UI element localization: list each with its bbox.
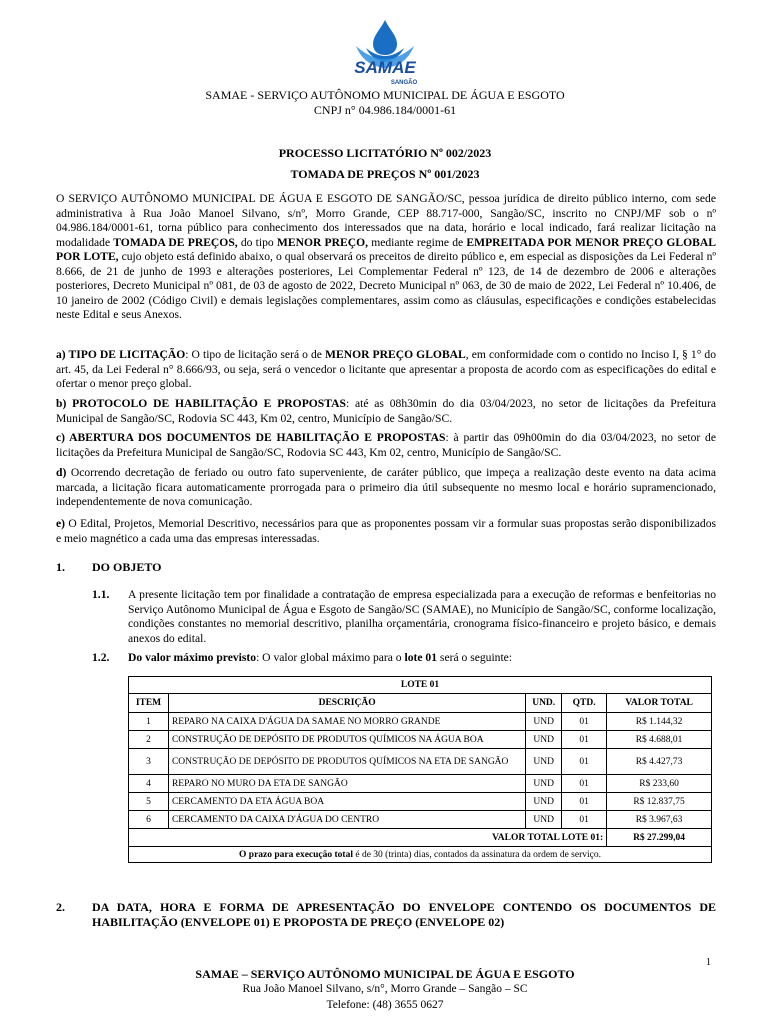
subsection-1-2-text: Do valor máximo previsto: O valor global máximo para o lote 01 será o seguinte: [128, 651, 513, 664]
intro-paragraph: O SERVIÇO AUTÔNOMO MUNICIPAL DE ÁGUA E ESGOTO DE SANGÃO/SC, pessoa jurídica de direito público interno, com sede administrativa à Rua João Manoel Silvano, s/nº, Morro Grande, CEP 88.717-000, Sangão/SC, inscrito no CNPJ/MF sob o nº 04.986.184/0001-61, torna público para conhecimento dos interessados que na data, horário e local indicado, fará realizar licitação na modalidade TOMADA DE PREÇOS, do tipo MENOR PREÇO, mediante regime de EMPREITADA POR MENOR PREÇO GLOBAL POR LOTE, cujo objeto está definido abaixo, o qual observará os preceitos de direito público e, em especial as disposições da Lei Federal nº 8.666, de 21 de junho de 1993 e alterações posteriores, Lei Complementar Federal nº 123, de 14 de dezembro de 2006 e alterações posteriores, Decreto Municipal nº 081, de 03 de agosto de 2022, Decreto Municipal nº 063, de 30 de maio de 2022, Lei Federal nº 10.406, de 10 janeiro de 2002 (Código Civil) e demais legislações complementares, assim como as cláusulas, especificações e condições estabelecidas neste Edital e seus Anexos. [56, 192, 717, 321]
header-und: UND. [526, 694, 562, 713]
header-org-name: SAMAE - SERVIÇO AUTÔNOMO MUNICIPAL DE ÁGUA E ESGOTO [205, 88, 565, 102]
table-row: 4 REPARO NO MURO DA ETA DE SANGÃO UND 01 R$ 233,60 [129, 775, 712, 793]
header-item: ITEM [129, 694, 169, 713]
table-row: 2 CONSTRUÇÃO DE DEPÓSITO DE PRODUTOS QUÍMICOS NA ÁGUA BOA UND 01 R$ 4.688,01 [129, 731, 712, 749]
section-1-title: DO OBJETO [92, 560, 162, 574]
table-title: LOTE 01 [129, 677, 712, 694]
tomada-number: TOMADA DE PREÇOS Nº 001/2023 [290, 167, 480, 181]
samae-logo [326, 18, 444, 86]
total-value: R$ 27.299,04 [607, 829, 712, 847]
item-e: e) O Edital, Projetos, Memorial Descritivo, necessários para que as proponentes possam vir a formular suas propostas serão disponibilizados e meio magnético a cada uma das empresas interessadas. [56, 517, 716, 545]
item-d: d) Ocorrendo decretação de feriado ou outro fato superveniente, de caráter público, que impeça a realização deste evento na data acima marcada, a licitação ficara automaticamente prorrogada para o primeiro dia útil subsequente no mesmo local e horário supramencionado, independentemente de nova comunicação. [56, 466, 716, 508]
item-c: c) ABERTURA DOS DOCUMENTOS DE HABILITAÇÃO E PROPOSTAS: à partir das 09h00min do dia 03/04/2023, no setor de licitações da Prefeitura Municipal de Sangão/SC, Rodovia SC 443, Km 02, centro, Município de Sangão/SC. [56, 431, 717, 459]
item-a: a) TIPO DE LICITAÇÃO: O tipo de licitação será o de MENOR PREÇO GLOBAL, em conformidade com o contido no Inciso I, § 1° do art. 45, da Lei Federal n° 8.666/93, ou seja, será o vencedor o licitante que apresentar a proposta de acordo com as especificações do edital e ofertar o menor preço global. [56, 348, 717, 390]
page-number: 1 [706, 957, 711, 968]
item-b: b) PROTOCOLO DE HABILITAÇÃO E PROPOSTAS: até as 08h30min do dia 03/04/2023, no setor de licitações da Prefeitura Municipal de Sangão/SC, Rodovia SC 443, Km 02, centro, Município de Sangão/SC. [56, 397, 716, 425]
header-valor: VALOR TOTAL [607, 694, 712, 713]
total-label: VALOR TOTAL LOTE 01: [129, 829, 607, 847]
table-row: 1 REPARO NA CAIXA D'ÁGUA DA SAMAE NO MORRO GRANDE UND 01 R$ 1.144,32 [129, 713, 712, 731]
header-qtd: QTD. [562, 694, 607, 713]
section-2-number: 2. [56, 900, 65, 914]
table-row: 6 CERCAMENTO DA CAIXA D'ÁGUA DO CENTRO UND 01 R$ 3.967,63 [129, 811, 712, 829]
logo-text: SAMAE [354, 58, 416, 77]
table-row: 5 CERCAMENTO DA ETA ÁGUA BOA UND 01 R$ 12.837,75 [129, 793, 712, 811]
logo-subtext: SANGÃO [390, 80, 418, 86]
table-row: 3 CONSTRUÇÃO DE DEPÓSITO DE PRODUTOS QUÍMICOS NA ETA DE SANGÃO UND 01 R$ 4.427,73 [129, 749, 712, 775]
lote-table [128, 676, 712, 863]
footer-phone: Telefone: (48) 3655 0627 [326, 999, 444, 1011]
subsection-1-2-number: 1.2. [92, 651, 110, 664]
process-number: PROCESSO LICITATÓRIO Nº 002/2023 [278, 146, 492, 160]
subsection-1-1-text: A presente licitação tem por finalidade a contratação de empresa especializada para a execução de reformas e benfeitorias no Serviço Autônomo Municipal de Água e Esgoto de Sangão/SC (SAMAE), no Município de Sangão/SC, conforme localização, condições constantes no memorial descritivo, planilha orçamentária, cronograma físico-financeiro e projeto básico, e demais anexos do edital. [128, 588, 716, 645]
header-desc: DESCRIÇÃO [168, 694, 525, 713]
header-cnpj: CNPJ n° 04.986.184/0001-61 [313, 103, 457, 117]
subsection-1-1-number: 1.1. [92, 588, 110, 601]
footer-address: Rua João Manoel Silvano, s/n°, Morro Grande – Sangão – SC [242, 983, 528, 995]
footer-title: SAMAE – SERVIÇO AUTÔNOMO MUNICIPAL DE ÁGUA E ESGOTO [195, 967, 575, 981]
prazo-note: O prazo para execução total é de 30 (trinta) dias, contados da assinatura da ordem de serviço. [129, 847, 712, 863]
section-1-number: 1. [56, 560, 65, 574]
section-2-title: DA DATA, HORA E FORMA DE APRESENTAÇÃO DO ENVELOPE CONTENDO OS DOCUMENTOS DE HABILITAÇÃO (ENVELOPE 01) E PROPOSTA DE PREÇO (ENVELOPE 02) [92, 900, 716, 929]
